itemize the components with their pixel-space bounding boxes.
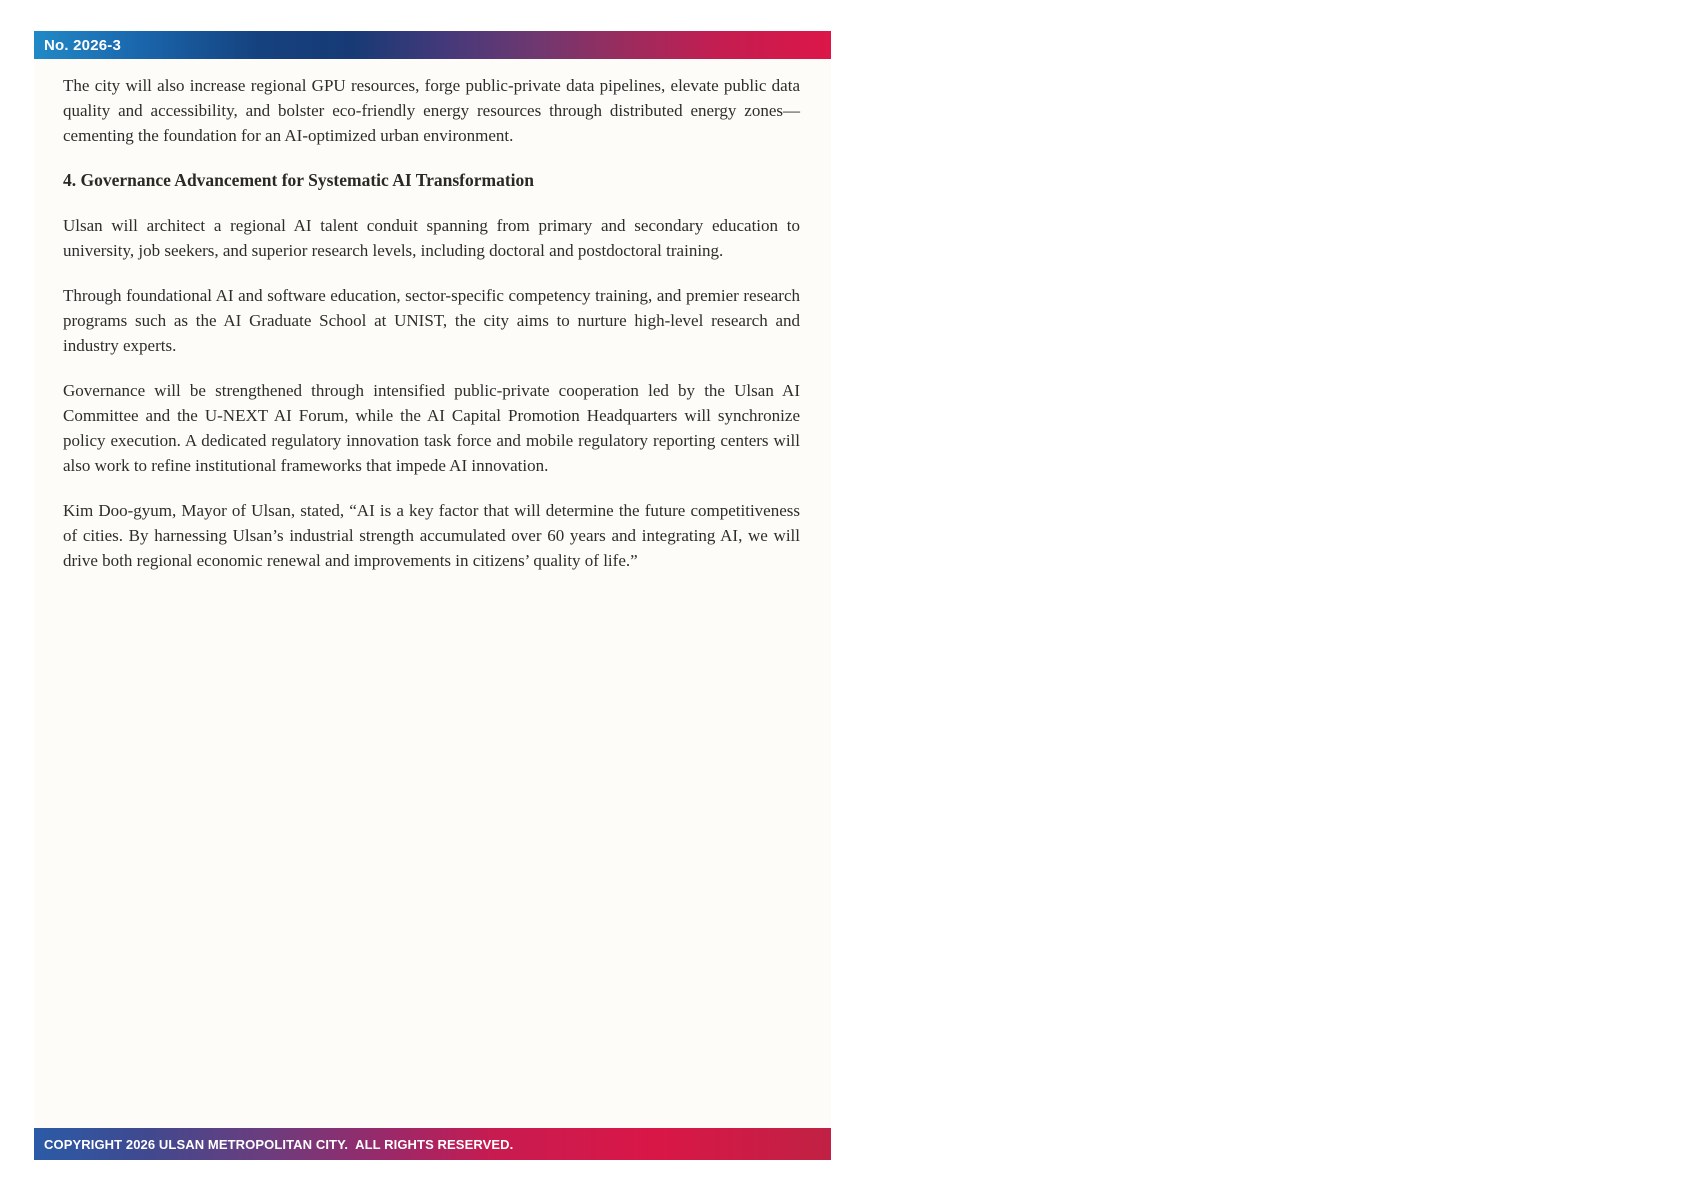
- section-heading: 4. Governance Advancement for Systematic AI Transformation: [63, 170, 534, 190]
- body-paragraph: Ulsan will architect a regional AI talent conduit spanning from primary and secondary education to university, job seekers, and superior research levels, including doctoral and postdoctoral training.: [63, 216, 800, 260]
- body-paragraph: Through foundational AI and software education, sector-specific competency training, and premier research programs such as the AI Graduate School at UNIST, the city aims to nurture high-level research and industry experts.: [63, 286, 800, 355]
- issue-number-bar: [34, 31, 831, 59]
- copyright-bar: [34, 1128, 831, 1160]
- body-paragraph: The city will also increase regional GPU resources, forge public-private data pipelines, elevate public data quality and accessibility, and bolster eco-friendly energy resources through distributed energy zones—cementing the foundation for an AI-optimized urban environment.: [63, 76, 800, 145]
- document-body: [34, 59, 831, 1128]
- body-paragraph: Kim Doo-gyum, Mayor of Ulsan, stated, “AI is a key factor that will determine the future competitiveness of cities. By harnessing Ulsan’s industrial strength accumulated over 60 years and integrating AI, we will drive both regional economic renewal and improvements in citizens’ quality of life.”: [63, 501, 800, 570]
- copyright-text: COPYRIGHT 2026 ULSAN METROPOLITAN CITY. ALL RIGHTS RESERVED.: [44, 1136, 514, 1152]
- press-release-page: [34, 31, 831, 1160]
- body-paragraph: Governance will be strengthened through intensified public-private cooperation led by the Ulsan AI Committee and the U-NEXT AI Forum, while the AI Capital Promotion Headquarters will synchronize policy execution. A dedicated regulatory innovation task force and mobile regulatory reporting centers will also work to refine institutional frameworks that impede AI innovation.: [63, 381, 800, 475]
- issue-number-label: No. 2026-3: [44, 36, 122, 54]
